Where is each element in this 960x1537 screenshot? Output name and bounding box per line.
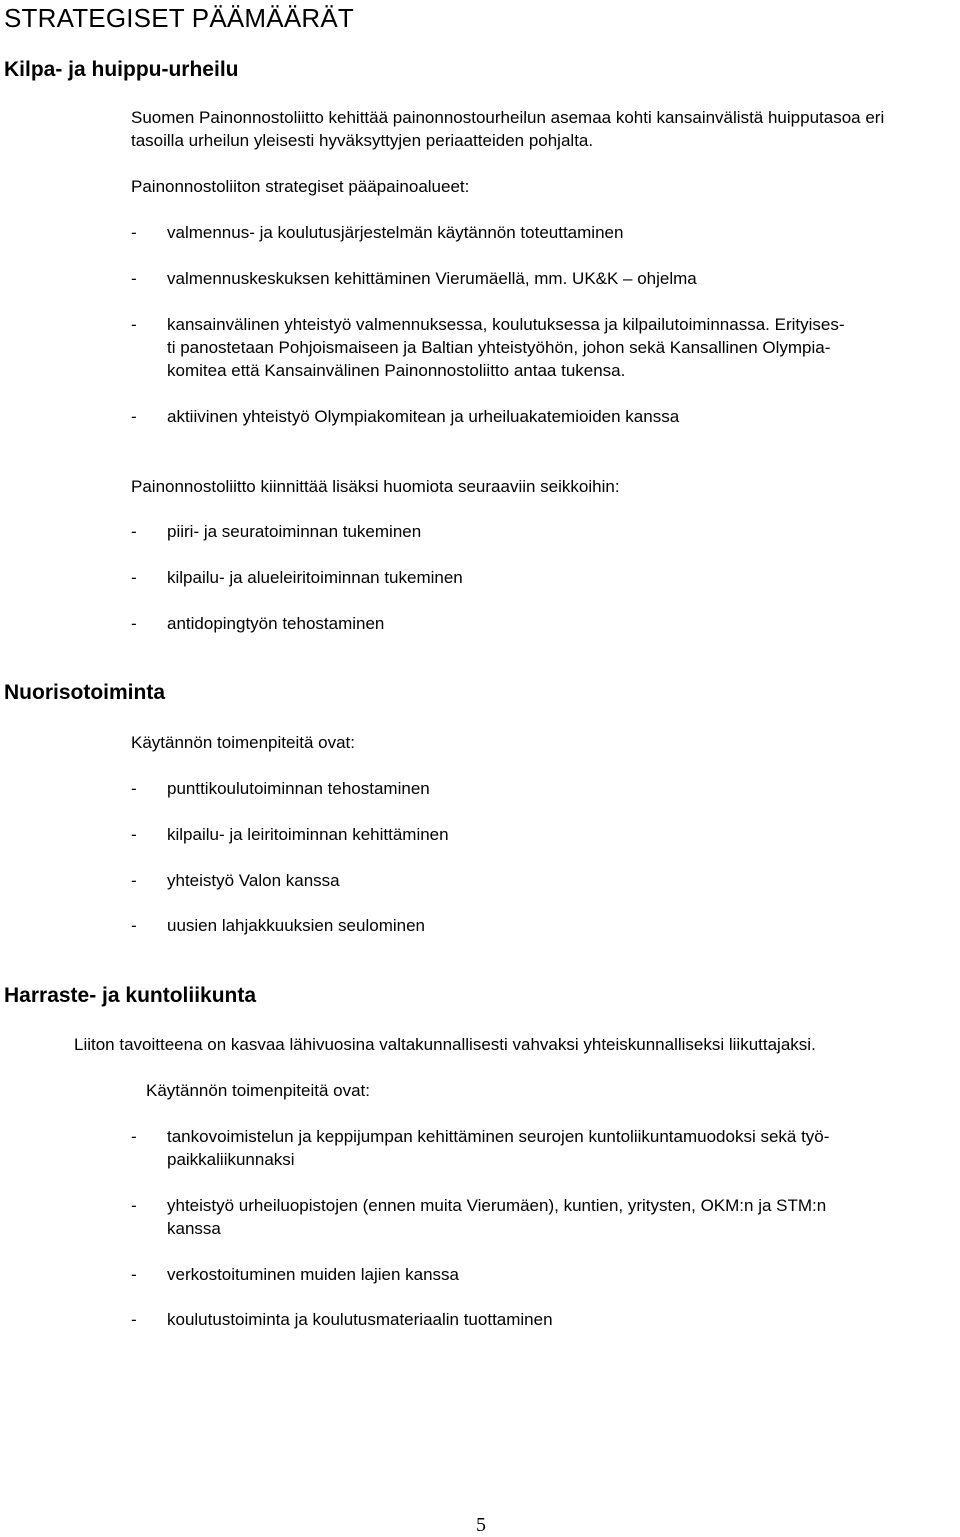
list-item: kilpailu- ja leiritoiminnan kehittäminen [167,825,449,844]
list-item-line-2: paikkaliikunnaksi [167,1150,295,1169]
list-dash: - [131,315,137,334]
intro-line-1: Suomen Painonnostoliitto kehittää painonnostourheilun asemaa kohti kansainvälistä huipputasoa eri [131,108,885,127]
list-dash: - [131,916,137,935]
measures-label: Käytännön toimenpiteitä ovat: [131,733,355,752]
list-dash: - [131,568,137,587]
list-dash: - [131,407,137,426]
list-dash: - [131,522,137,541]
list-item-line-2: kanssa [167,1219,221,1238]
list-dash: - [131,223,137,242]
list-item: punttikoulutoiminnan tehostaminen [167,779,430,798]
list-item: aktiivinen yhteistyö Olympiakomitean ja urheiluakatemioiden kanssa [167,407,680,426]
goal-text: Liiton tavoitteena on kasvaa lähivuosina valtakunnallisesti vahvaksi yhteiskunnalliseksi liikuttajaksi. [74,1035,816,1054]
list-dash: - [131,779,137,798]
list-dash: - [131,825,137,844]
list-dash: - [131,614,137,633]
list-item-line-2: ti panostetaan Pohjoismaiseen ja Baltian yhteistyöhön, johon sekä Kansallinen Olympia- [167,338,831,357]
list-item-line-1: kansainvälinen yhteistyö valmennuksessa, koulutuksessa ja kilpailutoiminnassa. Erityises- [167,315,845,334]
list-item: koulutustoiminta ja koulutusmateriaalin tuottaminen [167,1310,553,1329]
page-title: STRATEGISET PÄÄMÄÄRÄT [4,3,354,33]
focus-label: Painonnostoliiton strategiset pääpainoalueet: [131,177,470,196]
section-heading-harraste: Harraste- ja kuntoliikunta [4,984,257,1007]
list-dash: - [131,1196,137,1215]
measures-label: Käytännön toimenpiteitä ovat: [146,1081,370,1100]
attention-label: Painonnostoliitto kiinnittää lisäksi huomiota seuraaviin seikkoihin: [131,477,620,496]
list-dash: - [131,871,137,890]
list-item: piiri- ja seuratoiminnan tukeminen [167,522,422,541]
list-item: valmennuskeskuksen kehittäminen Vierumäellä, mm. UK&K – ohjelma [167,269,697,288]
list-item-line-3: komitea että Kansainvälinen Painonnostoliitto antaa tukensa. [167,361,626,380]
list-item-line-1: yhteistyö urheiluopistojen (ennen muita Vierumäen), kuntien, yritysten, OKM:n ja STM:n [167,1196,827,1215]
intro-line-2: tasoilla urheilun yleisesti hyväksyttyjen periaatteiden pohjalta. [131,131,594,150]
list-dash: - [131,1127,137,1146]
list-dash: - [131,1265,137,1284]
list-item: valmennus- ja koulutusjärjestelmän käytännön toteuttaminen [167,223,624,242]
page-number: 5 [476,1514,486,1536]
list-item-line-1: tankovoimistelun ja keppijumpan kehittäminen seurojen kuntoliikuntamuodoksi sekä työ- [167,1127,830,1146]
list-item: uusien lahjakkuuksien seulominen [167,916,425,935]
list-dash: - [131,1310,137,1329]
list-dash: - [131,269,137,288]
section-heading-kilpa: Kilpa- ja huippu-urheilu [4,58,239,81]
list-item: verkostoituminen muiden lajien kanssa [167,1265,459,1284]
section-heading-nuoriso: Nuorisotoiminta [4,681,165,704]
list-item: antidopingtyön tehostaminen [167,614,385,633]
list-item: kilpailu- ja alueleiritoiminnan tukeminen [167,568,463,587]
list-item: yhteistyö Valon kanssa [167,871,340,890]
